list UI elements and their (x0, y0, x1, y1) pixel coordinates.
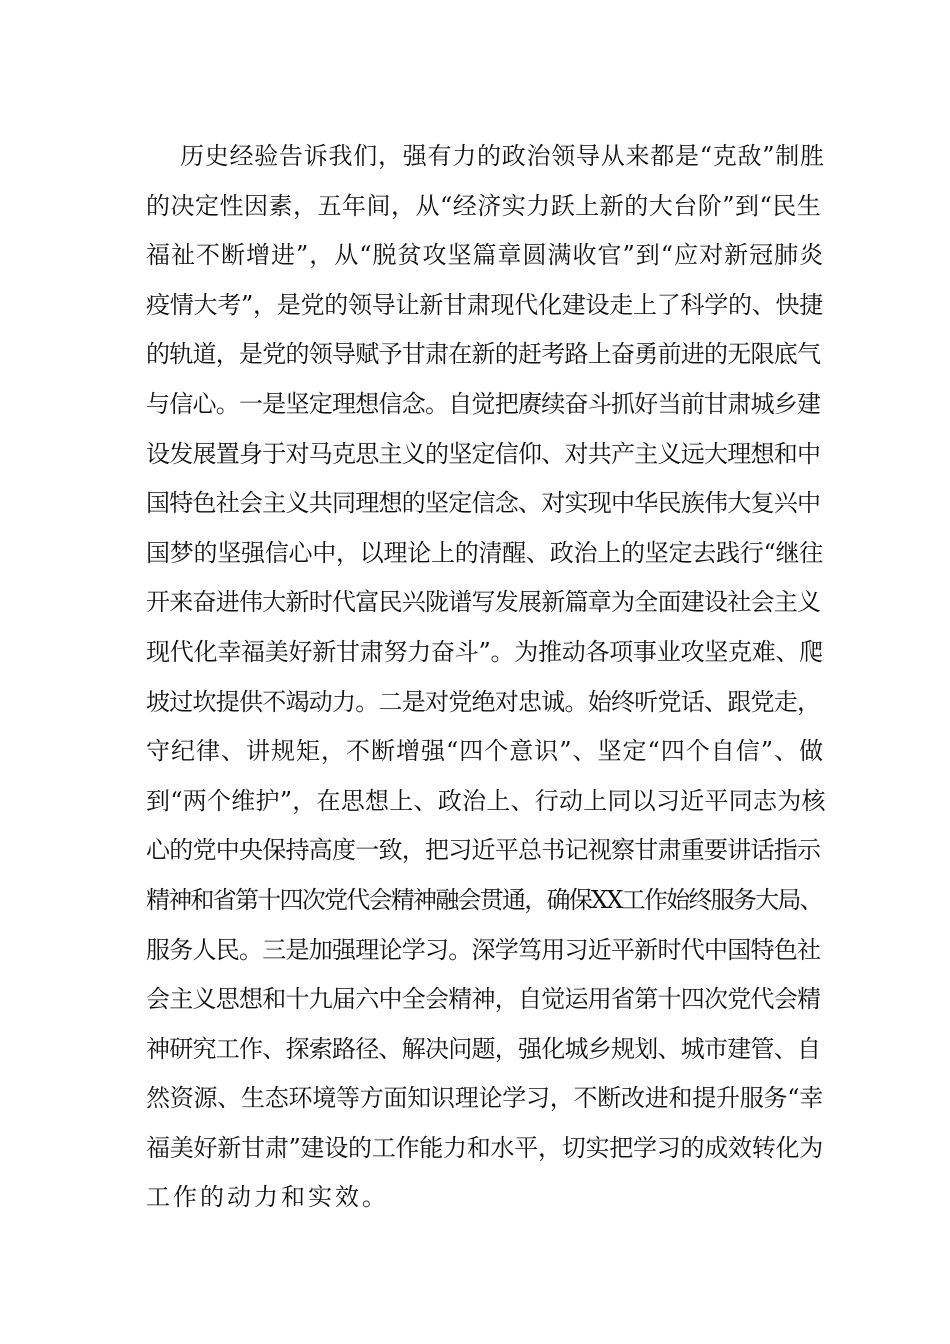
paragraph-line: 疫情大考”，是党的领导让新甘肃现代化建设走上了科学的、快捷 (146, 290, 824, 319)
paragraph-line: 开来奋进伟大新时代富民兴陇谱写发展新篇章为全面建设社会主义 (146, 588, 821, 617)
paragraph-line: 与信心。一是坚定理想信念。自觉把赓续奋斗抓好当前甘肃城乡建 (146, 389, 821, 418)
paragraph-line: 精神和省第十四次党代会精神融会贯通，确保XX工作始终服务大局、 (146, 885, 822, 914)
paragraph-line: 坡过坎提供不竭动力。二是对党绝对忠诚。始终听党话、跟党走， (146, 687, 821, 716)
paragraph-line: 设发展置身于对马克思主义的坚定信仰、对共产主义远大理想和中 (146, 439, 821, 468)
paragraph-line: 工作的动力和实效。 (146, 1183, 389, 1212)
paragraph-line: 福祉不断增进”，从“脱贫攻坚篇章圆满收官”到“应对新冠肺炎 (146, 241, 825, 270)
paragraph-line: 神研究工作、探索路径、解决问题，强化城乡规划、城市建管、自 (146, 1034, 821, 1063)
paragraph-line: 到“两个维护”，在思想上、政治上、行动上同以习近平同志为核 (146, 786, 826, 815)
paragraph-line: 历史经验告诉我们，强有力的政治领导从来都是“克敌”制胜 (180, 142, 825, 170)
paragraph-line: 服务人民。三是加强理论学习。深学笃用习近平新时代中国特色社 (146, 935, 821, 964)
paragraph-line: 守纪律、讲规矩，不断增强“四个意识”、坚定“四个自信”、做 (146, 737, 825, 766)
paragraph-line: 国特色社会主义共同理想的坚定信念、对实现中华民族伟大复兴中 (146, 489, 821, 518)
body-paragraph (146, 132, 826, 1223)
paragraph-line: 国梦的坚强信心中，以理论上的清醒、政治上的坚定去践行“继往 (146, 538, 824, 567)
paragraph-line: 现代化幸福美好新甘肃努力奋斗”。为推动各项事业攻坚克难、爬 (146, 637, 824, 666)
paragraph-line: 然资源、生态环境等方面知识理论学习，不断改进和提升服务“幸 (146, 1084, 824, 1113)
paragraph-line: 心的党中央保持高度一致，把习近平总书记视察甘肃重要讲话指示 (146, 836, 821, 865)
paragraph-line: 会主义思想和十九届六中全会精神，自觉运用省第十四次党代会精 (146, 985, 821, 1014)
paragraph-line: 福美好新甘肃”建设的工作能力和水平，切实把学习的成效转化为 (146, 1133, 824, 1162)
paragraph-line: 的决定性因素，五年间，从“经济实力跃上新的大台阶”到“民生 (146, 191, 822, 220)
paragraph-line: 的轨道，是党的领导赋予甘肃在新的赶考路上奋勇前进的无限底气 (146, 340, 821, 369)
